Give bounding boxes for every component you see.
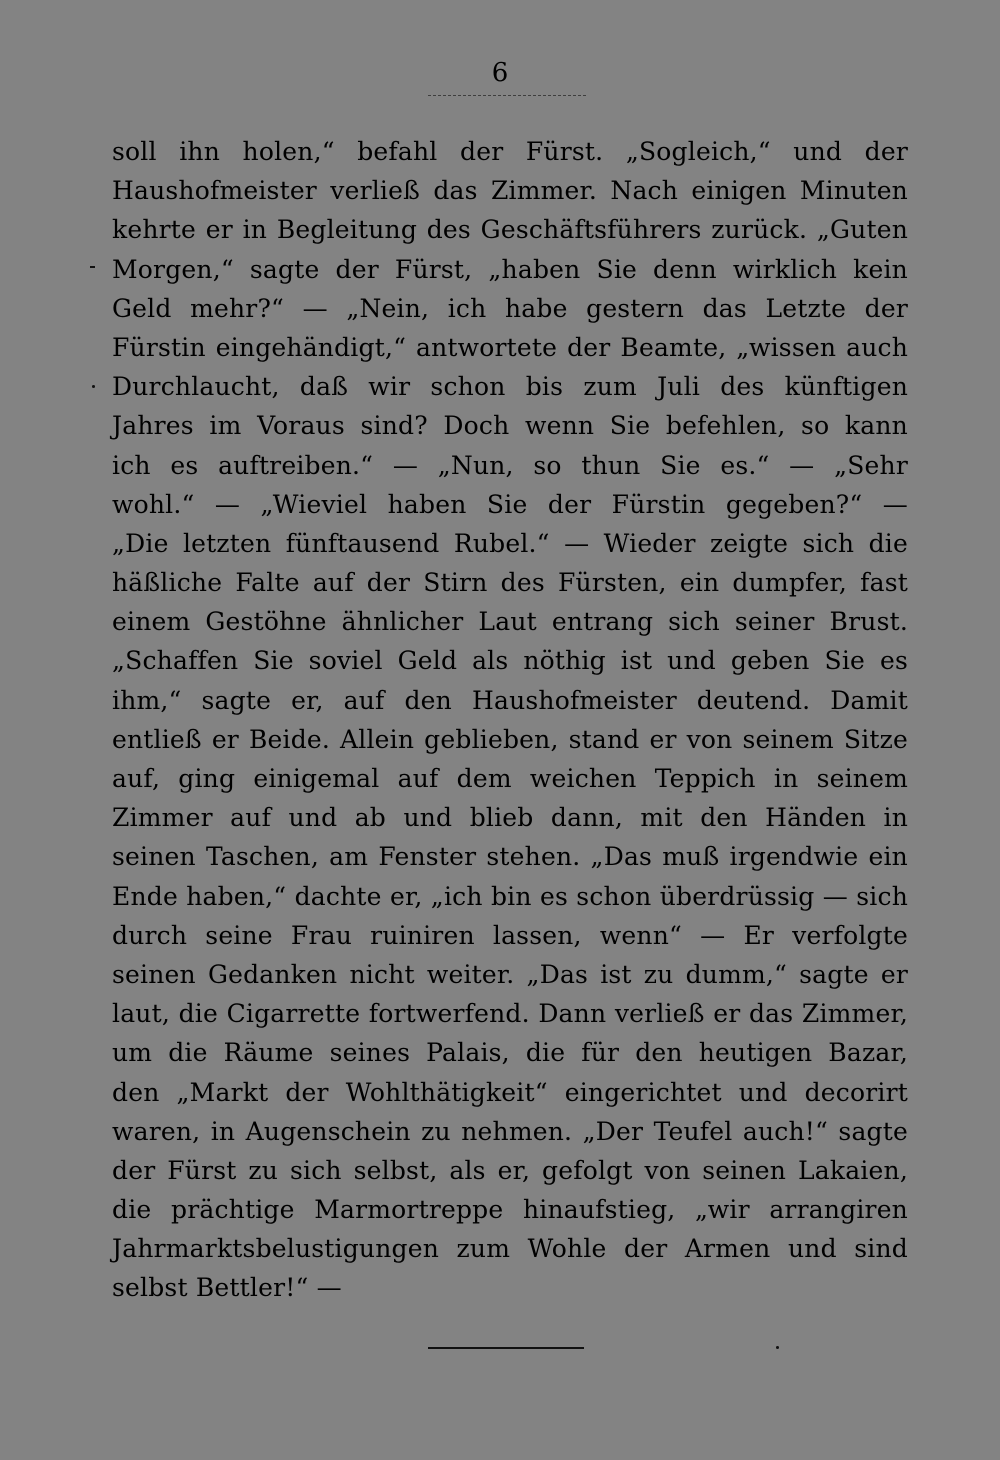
text-line: „Die letzten fünftausend Rubel.“ — Wieder zeigte sich die: [112, 528, 908, 558]
text-line: häßliche Falte auf der Stirn des Fürsten, ein dumpfer, fast: [112, 568, 908, 598]
text-line: Ende haben,“ dachte er, „ich bin es schon überdrüssig — sich: [112, 881, 908, 911]
text-line: Haushofmeister verließ das Zimmer. Nach einigen Minuten: [112, 176, 908, 206]
text-line: ich es auftreiben.“ — „Nun, so thun Sie es.“ — „Sehr: [112, 450, 908, 480]
margin-mark-left-dot: [92, 385, 95, 388]
text-line: Morgen,“ sagte der Fürst, „haben Sie denn wirklich kein: [112, 254, 908, 284]
footer-rule: [428, 1347, 584, 1349]
text-line: seinen Gedanken nicht weiter. „Das ist zu dumm,“ sagte er: [112, 959, 908, 989]
text-line: selbst Bettler!“ —: [112, 1273, 342, 1303]
text-line: seinen Taschen, am Fenster stehen. „Das muß irgendwie ein: [112, 842, 908, 872]
text-line: „Schaffen Sie soviel Geld als nöthig ist und geben Sie es: [112, 646, 908, 676]
text-line: Geld mehr?“ — „Nein, ich habe gestern das Letzte der: [112, 293, 908, 323]
header-rule: [428, 95, 586, 96]
text-line: um die Räume seines Palais, die für den heutigen Bazar,: [112, 1038, 908, 1068]
text-line: Jahrmarktsbelustigungen zum Wohle der Armen und sind: [112, 1234, 908, 1264]
body-text: [112, 132, 908, 1308]
text-line: der Fürst zu sich selbst, als er, gefolgt von seinen Lakaien,: [112, 1155, 908, 1185]
text-line: den „Markt der Wohlthätigkeit“ eingerichtet und decorirt: [112, 1077, 908, 1107]
page-number: 6: [491, 58, 509, 88]
text-line: Jahres im Voraus sind? Doch wenn Sie befehlen, so kann: [112, 411, 908, 441]
text-line: waren, in Augenschein zu nehmen. „Der Teufel auch!“ sagte: [112, 1116, 908, 1146]
text-line: soll ihn holen,“ befahl der Fürst. „Sogleich,“ und der: [112, 137, 908, 166]
text-line: entließ er Beide. Allein geblieben, stand er von seinem Sitze: [112, 724, 908, 754]
margin-mark-left: [90, 266, 95, 268]
text-line: Fürstin eingehändigt,“ antwortete der Beamte, „wissen auch: [112, 332, 908, 362]
text-line: laut, die Cigarrette fortwerfend. Dann verließ er das Zimmer,: [112, 999, 908, 1029]
footer-dot: [776, 1346, 779, 1349]
text-line: auf, ging einigemal auf dem weichen Teppich in seinem: [112, 764, 908, 793]
text-line: einem Gestöhne ähnlicher Laut entrang sich seiner Brust.: [112, 607, 908, 637]
text-line: ihm,“ sagte er, auf den Haushofmeister deutend. Damit: [112, 685, 908, 715]
text-line: kehrte er in Begleitung des Geschäftsführers zurück. „Guten: [112, 215, 908, 245]
text-line: die prächtige Marmortreppe hinaufstieg, „wir arrangiren: [112, 1195, 908, 1225]
text-line: durch seine Frau ruiniren lassen, wenn“ — Er verfolgte: [112, 920, 908, 950]
text-line: wohl.“ — „Wieviel haben Sie der Fürstin gegeben?“ —: [112, 489, 908, 519]
text-line: Durchlaucht, daß wir schon bis zum Juli des künftigen: [112, 372, 908, 402]
text-line: Zimmer auf und ab und blieb dann, mit den Händen in: [112, 803, 908, 833]
